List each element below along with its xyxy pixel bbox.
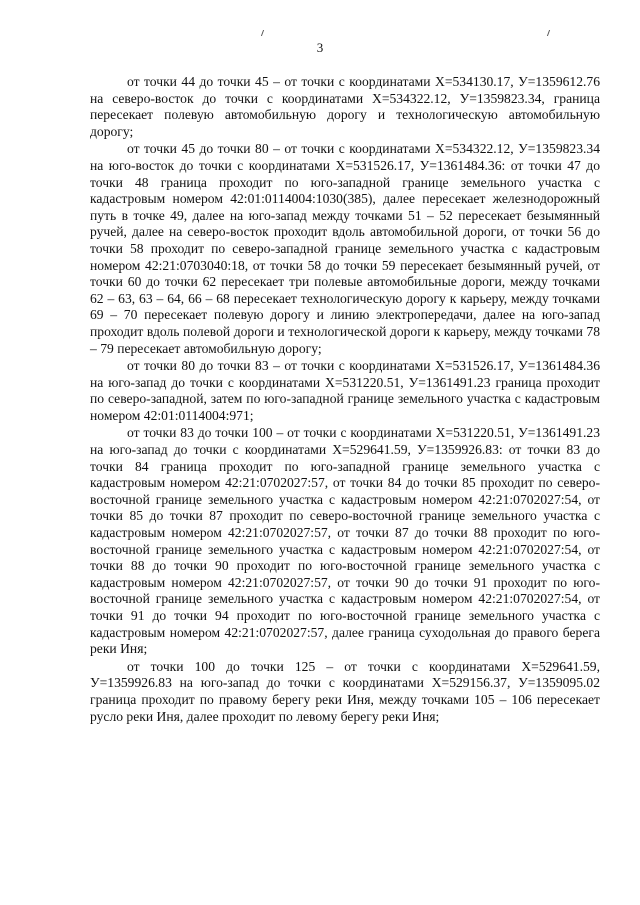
page-number: 3 [316, 40, 324, 55]
paragraph-points-44-45: от точки 44 до точки 45 – от точки с координатами X=534130.17, У=1359612.76 на северо-восток до точки с координатами X=534322.12, У=1359823.34, граница пересекает полевую автомобильную дорогу и технологическую автомобильную дорогу; [90, 74, 600, 139]
scan-mark-left [261, 30, 268, 36]
paragraph-points-80-83: от точки 80 до точки 83 – от точки с координатами X=531526.17, У=1361484.36 на юго-запад до точки с координатами X=531220.51, У=1361491.23 граница проходит по северо-западной, затем по юго-западной границе земельного участка с кадастровым номером 42:01:0114004:971; [90, 358, 600, 423]
paragraph-points-83-100: от точки 83 до точки 100 – от точки с координатами X=531220.51, У=1361491.23 на юго-запад до точки с координатами X=529641.59, У=1359926.83: от точки 83 до точки 84 граница проходит по юго-западной границе земельного участка с кадастровым номером 42:21:0702027:57, от точки 84 до точки 85 проходит по северо-восточной границе земельного участка с кадастровым номером 42:21:0702027:54, от точки 85 до точки 87 проходит по северо-восточной границе земельного участка с кадастровым номером 42:21:0702027:57, от точки 87 до точки 88 проходит по юго-восточной границе земельного участка с кадастровым номером 42:21:0702027:54, от точки 88 до точки 90 проходит по юго-восточной границе земельного участка с кадастровым номером 42:21:0702027:57, от точки 90 до точки 91 проходит по юго-восточной границе земельного участка с кадастровым номером 42:21:0702027:54, от точки 91 до точки 94 проходит по юго-восточной границе земельного участка с кадастровым номером 42:21:0702027:57, далее граница суходольная до правого берега реки Иня; [90, 425, 600, 657]
document-body [90, 74, 600, 726]
paragraph-points-100-125: от точки 100 до точки 125 – от точки с координатами X=529641.59, У=1359926.83 на юго-запад до точки с координатами X=529156.37, У=1359095.02 граница проходит по правому берегу реки Иня, между точками 105 – 106 пересекает русло реки Иня, далее проходит по левому берегу реки Иня; [90, 658, 600, 724]
paragraph-points-45-80: от точки 45 до точки 80 – от точки с координатами X=534322.12, У=1359823.34 на юго-восток до точки с координатами X=531526.17, У=1361484.36: от точки 47 до точки 48 граница проходит по юго-западной границе земельного участка с кадастровым номером 42:01:0114004:1030(385), далее пересекает железнодорожный путь в точке 49, далее на юго-запад между точками 51 – 52 пересекает безымянный ручей, далее на северо-восток проходит вдоль автомобильной дороги, от точки 56 до точки 58 проходит по северо-западной границе земельного участка с кадастровым номером 42:21:0703040:18, от точки 58 до точки 59 пересекает безымянный ручей, от точки 60 до точки 62 пересекает три полевые автомобильные дороги, между точками 62 – 63, 63 – 64, 66 – 68 пересекает технологическую дорогу к карьеру, между точками 69 – 70 пересекает полевую дорогу и линию электропередачи, далее на юго-запад проходит вдоль полевой дороги и технологической дороги к карьеру, между точками 78 – 79 пересекает автомобильную дорогу; [90, 141, 600, 356]
scan-mark-right [547, 30, 554, 36]
